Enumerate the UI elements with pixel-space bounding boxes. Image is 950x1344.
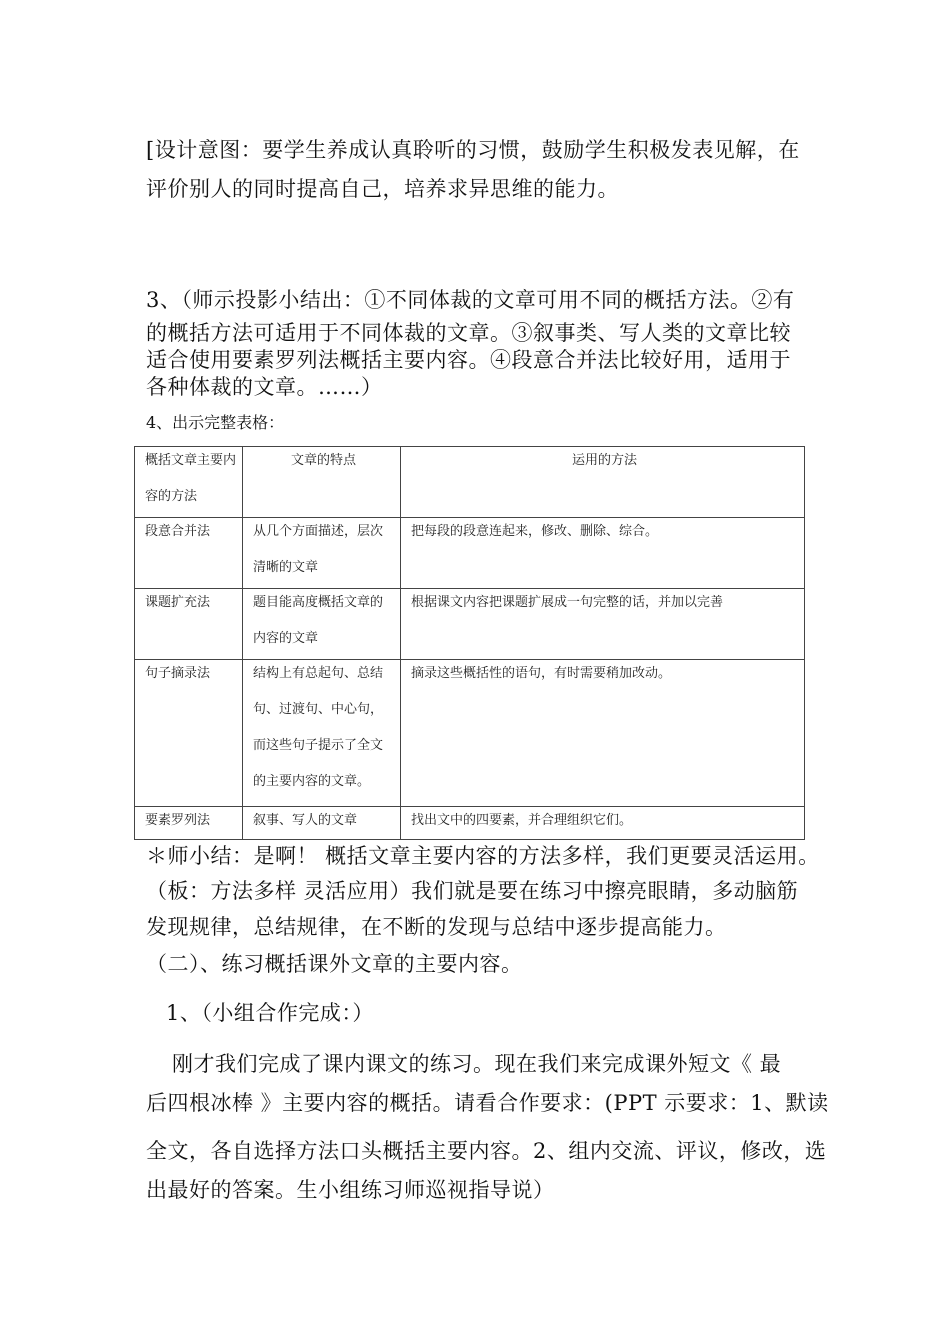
row-method: 课题扩充法 xyxy=(135,589,243,660)
table-header-row xyxy=(135,447,805,518)
exercise-line-1: 刚才我们完成了课内课文的练习。现在我们来完成课外短文《 最 xyxy=(172,1052,782,1076)
summary-line-3: 适合使用要素罗列法概括主要内容。④段意合并法比较好用，适用于 xyxy=(146,348,791,372)
design-intent-line-1: [设计意图：要学生养成认真聆听的习惯，鼓励学生积极发表见解，在 xyxy=(146,138,800,162)
row-features: 叙事、写人的文章 xyxy=(243,807,401,840)
show-table-heading: 4、出示完整表格： xyxy=(146,413,285,432)
header-usage: 运用的方法 xyxy=(401,447,805,518)
row-usage: 找出文中的四要素，并合理组织它们。 xyxy=(401,807,805,840)
section-two-heading: （二）、练习概括课外文章的主要内容。 xyxy=(146,952,523,976)
teacher-summary-line-2: （板：方法多样 灵活应用）我们就是要在练习中擦亮眼睛，多动脑筋 xyxy=(146,879,799,903)
table-row xyxy=(135,807,805,840)
group-task-heading: 1、（小组合作完成：） xyxy=(166,1001,374,1025)
methods-table xyxy=(134,446,805,840)
summary-line-2: 的概括方法可适用于不同体裁的文章。③叙事类、写人类的文章比较 xyxy=(146,321,791,345)
row-features: 题目能高度概括文章的内容的文章 xyxy=(243,589,401,660)
row-method: 句子摘录法 xyxy=(135,660,243,807)
summary-line-4: 各种体裁的文章。……） xyxy=(146,375,383,399)
row-usage: 把每段的段意连起来，修改、删除、综合。 xyxy=(401,518,805,589)
row-usage: 根据课文内容把课题扩展成一句完整的话，并加以完善 xyxy=(401,589,805,660)
table-row xyxy=(135,518,805,589)
header-method: 概括文章主要内容的方法 xyxy=(135,447,243,518)
teacher-summary-line-3: 发现规律，总结规律，在不断的发现与总结中逐步提高能力。 xyxy=(146,915,727,939)
row-features: 从几个方面描述，层次清晰的文章 xyxy=(243,518,401,589)
summary-line-1: 3、（师示投影小结出：①不同体裁的文章可用不同的概括方法。②有 xyxy=(146,288,795,312)
teacher-summary-line-1: ＊师小结：是啊！ 概括文章主要内容的方法多样，我们更要灵活运用。 xyxy=(146,844,820,868)
exercise-line-3: 全文，各自选择方法口头概括主要内容。2、组内交流、评议，修改，选 xyxy=(146,1139,827,1163)
table-row xyxy=(135,660,805,807)
row-method: 段意合并法 xyxy=(135,518,243,589)
header-features: 文章的特点 xyxy=(243,447,401,518)
exercise-line-2: 后四根冰棒 》主要内容的概括。请看合作要求：(PPT 示要求：1、默读 xyxy=(146,1091,829,1115)
table-row xyxy=(135,589,805,660)
row-method: 要素罗列法 xyxy=(135,807,243,840)
row-usage: 摘录这些概括性的语句，有时需要稍加改动。 xyxy=(401,660,805,807)
row-features: 结构上有总起句、总结句、过渡句、中心句，而这些句子提示了全文的主要内容的文章。 xyxy=(243,660,401,807)
design-intent-line-2: 评价别人的同时提高自己，培养求异思维的能力。 xyxy=(146,177,619,201)
exercise-line-4: 出最好的答案。生小组练习师巡视指导说） xyxy=(146,1178,555,1202)
